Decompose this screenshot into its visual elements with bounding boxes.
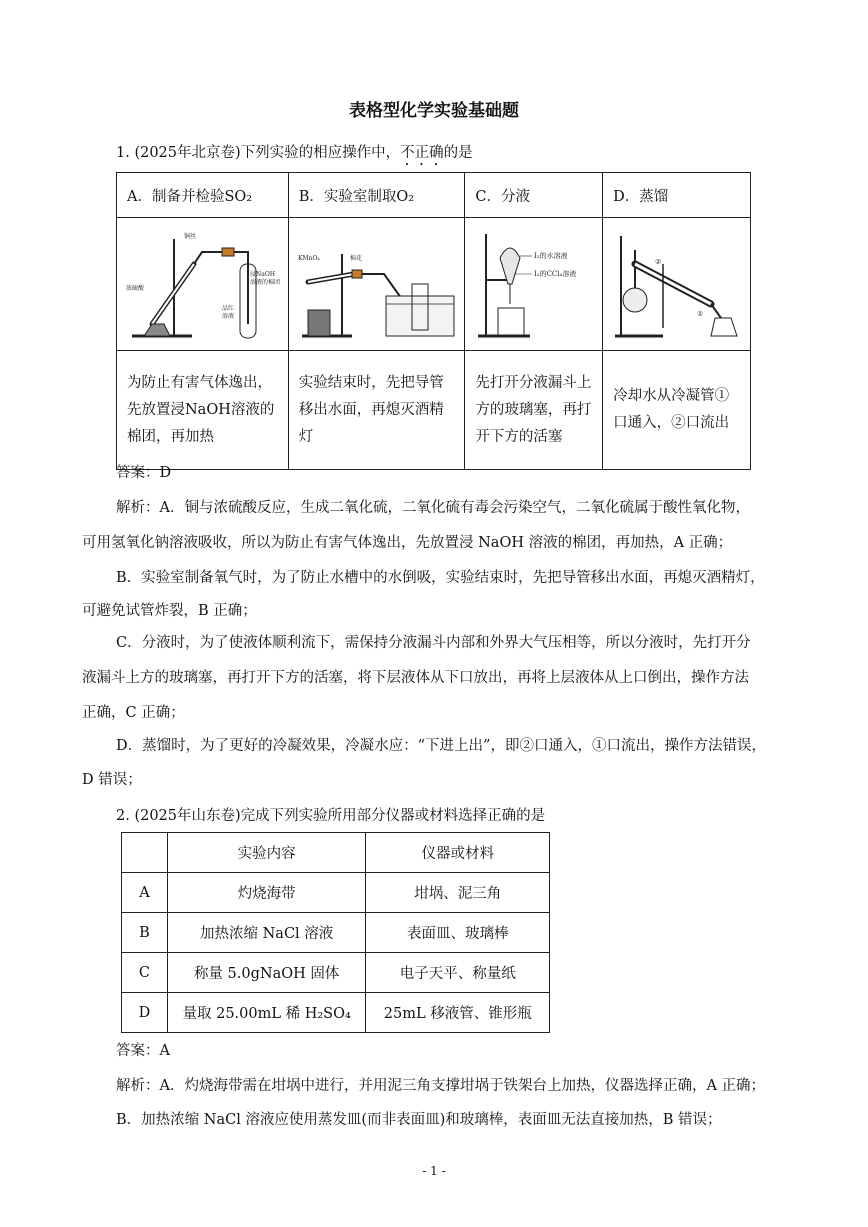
table-cell: D <box>122 993 168 1033</box>
q1-analysis-line: 液漏斗上方的玻璃塞，再打开下方的活塞，将下层液体从下口放出，再将上层液体从上口倒出，操作方法 <box>82 670 749 686</box>
table-row <box>122 913 550 953</box>
option-a-header: A．制备并检验SO₂ <box>117 173 289 218</box>
option-b-description: 实验结束时，先把导管移出水面，再熄灭酒精灯 <box>288 351 465 470</box>
option-c-apparatus-cell <box>465 218 603 351</box>
table-row <box>122 873 550 913</box>
question-1-stem <box>116 141 473 169</box>
question-2-table <box>121 832 550 1033</box>
label-port-1: ① <box>696 310 703 318</box>
q1-analysis-line: D 错误； <box>82 772 142 788</box>
table-cell: 加热浓缩 NaCl 溶液 <box>167 913 366 953</box>
label-conc-sulfuric-acid: 浓硫酸 <box>126 285 145 292</box>
q1-analysis-line: 可避免试管炸裂，B 正确； <box>82 603 257 619</box>
label-kmno4: KMnO₄ <box>298 255 320 262</box>
q2-analysis-line: B．加热浓缩 NaCl 溶液应使用蒸发皿(而非表面皿)和玻璃棒，表面皿无法直接加热，B 错误； <box>116 1112 722 1128</box>
table-header-cell: 实验内容 <box>167 833 366 873</box>
table-header-row <box>122 833 550 873</box>
option-c-header: C．分液 <box>465 173 603 218</box>
label-copper-wire: 铜丝 <box>184 233 197 240</box>
option-b-header: B．实验室制取O₂ <box>288 173 465 218</box>
label-cotton-ball: 溶液的棉团 <box>250 279 281 286</box>
label-cotton: 棉花 <box>350 255 363 262</box>
question-1-stem-emphasis: 不正确 <box>400 145 444 161</box>
table-cell: 电子天平、称量纸 <box>366 953 550 993</box>
question-1-table <box>116 172 751 470</box>
oxygen-apparatus-diagram <box>294 224 459 344</box>
option-a-apparatus-cell <box>117 218 289 351</box>
table-cell: 称量 5.0gNaOH 固体 <box>167 953 366 993</box>
option-d-description: 冷却水从冷凝管①口通入，②口流出 <box>603 351 751 470</box>
q1-analysis-line: 解析：A．铜与浓硫酸反应，生成二氧化硫，二氧化硫有毒会污染空气，二氧化硫属于酸性氧化物， <box>116 500 750 516</box>
table-cell: A <box>122 873 168 913</box>
table-header-cell <box>122 833 168 873</box>
table-cell: 25mL 移液管、锥形瓶 <box>366 993 550 1033</box>
option-d-header: D．蒸馏 <box>603 173 751 218</box>
label-iodine-ccl4: I₂的CCl₄溶液 <box>533 270 577 278</box>
question-1-answer: 答案：D <box>116 465 172 481</box>
table-cell: 坩埚、泥三角 <box>366 873 550 913</box>
q1-analysis-line: C．分液时，为了使液体顺利流下，需保持分液漏斗内部和外界大气压相等，所以分液时，先打开分 <box>116 635 751 651</box>
q1-analysis-line: 正确，C 正确； <box>82 705 185 721</box>
table-cell: C <box>122 953 168 993</box>
label-solution: 溶液 <box>222 313 235 320</box>
table-cell: 量取 25.00mL 稀 H₂SO₄ <box>167 993 366 1033</box>
table-cell: B <box>122 913 168 953</box>
question-2-stem: 2. (2025年山东卷)完成下列实验所用部分仪器或材料选择正确的是 <box>116 808 546 824</box>
label-naoh-soaked: 浸NaOH <box>250 271 276 278</box>
q1-analysis-line: B．实验室制备氧气时，为了防止水槽中的水倒吸，实验结束时，先把导管移出水面，再熄灭酒精灯， <box>116 570 765 586</box>
table-row <box>122 953 550 993</box>
table-row <box>122 993 550 1033</box>
page-number: - 1 - <box>422 1164 446 1178</box>
q1-analysis-line: 可用氢氧化钠溶液吸收，所以为防止有害气体逸出，先放置浸 NaOH 溶液的棉团，再加热，A 正确； <box>82 535 733 551</box>
option-d-apparatus-cell <box>603 218 751 351</box>
q1-analysis-line: D．蒸馏时，为了更好的冷凝效果，冷凝水应：“下进上出”，即②口通入，①口流出，操作方法错误， <box>116 738 766 754</box>
table-header-cell: 仪器或材料 <box>366 833 550 873</box>
distillation-diagram <box>607 224 747 344</box>
question-2-answer: 答案：A <box>116 1043 170 1059</box>
label-port-2: ② <box>654 258 661 266</box>
option-a-description: 为防止有害气体逸出，先放置浸NaOH溶液的棉团，再加热 <box>117 351 289 470</box>
question-1-stem-suffix: 的是 <box>443 145 473 161</box>
page-title: 表格型化学实验基础题 <box>349 101 519 121</box>
so2-apparatus-diagram <box>122 224 282 344</box>
q2-analysis-line: 解析：A．灼烧海带需在坩埚中进行，并用泥三角支撑坩埚于铁架台上加热，仪器选择正确，A 正确； <box>116 1078 766 1094</box>
table-cell: 表面皿、玻璃棒 <box>366 913 550 953</box>
option-c-description: 先打开分液漏斗上方的玻璃塞，再打开下方的活塞 <box>465 351 603 470</box>
label-iodine-aqueous: I₂的水溶液 <box>533 252 568 260</box>
question-1-stem-prefix: 1. (2025年北京卷)下列实验的相应操作中， <box>116 145 401 161</box>
label-magenta: 品红 <box>222 305 235 312</box>
separatory-funnel-diagram <box>470 224 598 344</box>
table-cell: 灼烧海带 <box>167 873 366 913</box>
option-b-apparatus-cell <box>288 218 465 351</box>
